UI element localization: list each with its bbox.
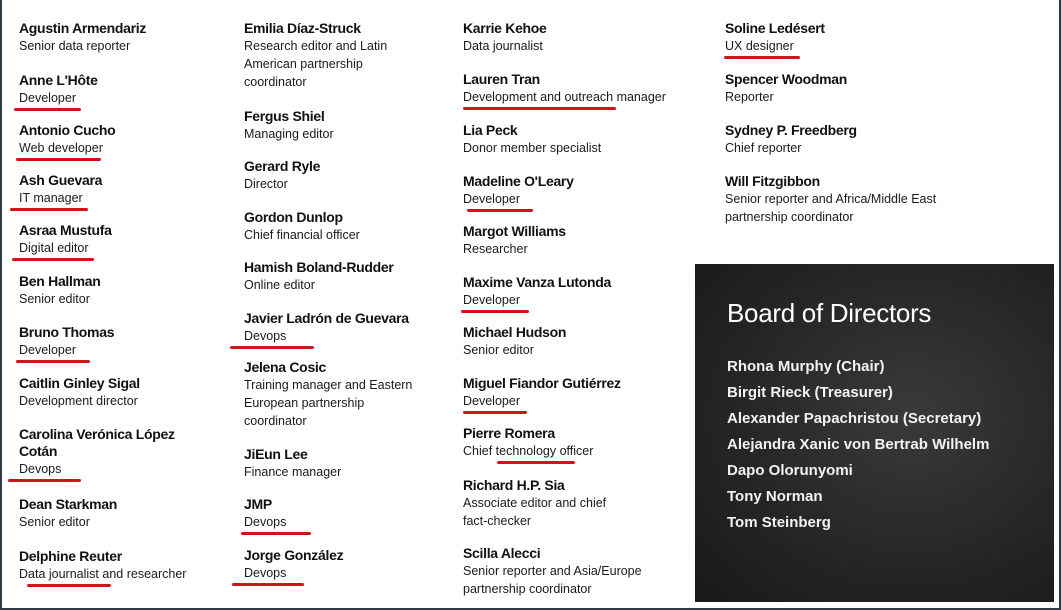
staff-entry [244,359,412,430]
staff-entry [725,173,936,226]
staff-entry [463,477,606,530]
staff-entry [725,20,825,55]
staff-entry [463,425,593,460]
staff-name: Fergus Shiel [244,108,325,124]
staff-entry [463,324,566,359]
staff-name: Madeline O'Leary [463,173,574,189]
red-underline [14,108,81,111]
staff-name: Miguel Fiandor Gutiérrez [463,375,621,391]
board-member: Birgit Rieck (Treasurer) [727,384,893,401]
staff-role: Training manager and Eastern [244,378,413,392]
staff-role: Developer [463,192,520,206]
staff-entry [244,209,360,244]
staff-role: Developer [19,91,76,105]
staff-name: Cotán [19,443,58,459]
staff-entry [244,259,394,294]
staff-entry [244,496,286,531]
staff-name: Maxime Vanza Lutonda [463,274,612,290]
staff-role: Developer [19,343,76,357]
staff-role: Researcher [463,242,528,256]
staff-role: Donor member specialist [463,141,602,155]
red-underline [463,411,527,414]
staff-entry [244,20,387,91]
red-underline [461,310,529,313]
staff-name: Bruno Thomas [19,324,115,340]
staff-entry [19,496,117,531]
staff-entry [244,547,343,582]
staff-role: Associate editor and chief [463,496,607,510]
red-underline [241,532,311,535]
staff-entry [463,274,611,309]
staff-name: Karrie Kehoe [463,20,547,36]
staff-role: European partnership [244,396,365,410]
staff-entry [463,71,666,106]
board-member: Tom Steinberg [727,514,831,531]
red-underline [10,208,88,211]
staff-role: Senior editor [19,515,90,529]
staff-entry [244,310,409,345]
staff-name: Caitlin Ginley Sigal [19,375,140,391]
red-underline [724,56,800,59]
staff-entry [463,122,601,157]
staff-name: Gerard Ryle [244,158,321,174]
board-member: Rhona Murphy (Chair) [727,358,885,375]
staff-entry [244,446,341,481]
board-member: Alejandra Xanic von Bertrab Wilhelm [727,436,990,453]
staff-entry [19,273,101,308]
staff-entry [19,172,102,207]
staff-role: Devops [19,462,62,476]
staff-role: Senior data reporter [19,39,131,53]
staff-entry [19,375,140,410]
staff-name: Soline Ledésert [725,20,825,36]
staff-role: IT manager [19,191,83,205]
red-underline [12,258,94,261]
staff-role: Devops [244,566,287,580]
staff-name: Delphine Reuter [19,548,122,564]
board-title: Board of Directors [727,298,932,328]
staff-name: Anne L'Hôte [19,72,98,88]
staff-role: Director [244,177,288,191]
staff-role: Senior reporter and Asia/Europe [463,564,642,578]
staff-name: Richard H.P. Sia [463,477,565,493]
staff-role: Chief reporter [725,141,802,155]
staff-name: Sydney P. Freedberg [725,122,857,138]
staff-role: Research editor and Latin [244,39,388,53]
staff-entry [463,173,574,208]
staff-name: JiEun Lee [244,446,308,462]
staff-entry [725,122,857,157]
staff-role: coordinator [244,75,307,89]
red-underline [497,461,575,464]
staff-name: Jelena Cosic [244,359,326,375]
staff-entry [19,20,146,55]
staff-name: Spencer Woodman [725,71,848,87]
staff-role: Reporter [725,90,774,104]
staff-entry [19,548,186,583]
staff-name: Margot Williams [463,223,566,239]
staff-role: Digital editor [19,241,89,255]
staff-name: Will Fitzgibbon [725,173,820,189]
staff-name: Gordon Dunlop [244,209,343,225]
staff-entry [19,426,175,478]
staff-name: Carolina Verónica López [19,426,175,442]
staff-role: Chief financial officer [244,228,360,242]
staff-entry [463,20,547,55]
staff-entry [463,375,621,410]
board-member: Tony Norman [727,488,823,505]
staff-role: partnership coordinator [463,582,592,596]
staff-role: Development and outreach manager [463,90,666,104]
staff-role: Senior editor [463,343,534,357]
staff-role: fact-checker [463,514,532,528]
staff-name: Javier Ladrón de Guevara [244,310,409,326]
staff-role: Developer [463,394,520,408]
staff-role: Senior reporter and Africa/Middle East [725,192,937,206]
staff-role: Chief technology officer [463,444,594,458]
staff-role: Devops [244,329,287,343]
staff-role: Finance manager [244,465,342,479]
red-underline [230,346,314,349]
board-member: Alexander Papachristou (Secretary) [727,410,982,427]
staff-name: Hamish Boland-Rudder [244,259,394,275]
staff-name: Ash Guevara [19,172,103,188]
staff-name: Scilla Alecci [463,545,541,561]
red-underline [463,107,616,110]
staff-role: Online editor [244,278,315,292]
staff-role: Developer [463,293,520,307]
red-underline [16,360,90,363]
staff-name: Michael Hudson [463,324,567,340]
staff-name: Ben Hallman [19,273,101,289]
staff-role: Data journalist [463,39,543,53]
staff-entry [19,324,114,359]
staff-name: JMP [244,496,272,512]
staff-role: American partnership [244,57,363,71]
staff-name: Antonio Cucho [19,122,116,138]
staff-role: coordinator [244,414,307,428]
staff-role: Development director [19,394,138,408]
staff-name: Jorge González [244,547,344,563]
staff-entry [463,223,566,258]
red-underline [8,479,81,482]
staff-entry [725,71,847,106]
staff-name: Dean Starkman [19,496,118,512]
staff-entry [244,108,334,143]
staff-entry [244,158,320,193]
staff-name: Emilia Díaz-Struck [244,20,361,36]
staff-entry [463,545,642,598]
staff-name: Agustin Armendariz [19,20,147,36]
staff-role: UX designer [725,39,794,53]
staff-role: Data journalist and researcher [19,567,187,581]
red-underline [16,158,101,161]
red-underline [232,583,304,586]
board-member: Dapo Olorunyomi [727,462,853,479]
staff-role: Web developer [19,141,103,155]
staff-role: Managing editor [244,127,334,141]
staff-name: Lauren Tran [463,71,540,87]
staff-role: Senior editor [19,292,90,306]
board-of-directors-panel [695,264,1054,602]
staff-name: Pierre Romera [463,425,555,441]
red-underline [467,209,533,212]
staff-entry [19,72,98,107]
staff-entry [19,122,115,157]
staff-entry [19,222,112,257]
staff-name: Lia Peck [463,122,518,138]
red-underline [27,584,111,587]
staff-name: Asraa Mustufa [19,222,112,238]
staff-role: partnership coordinator [725,210,854,224]
staff-role: Devops [244,515,287,529]
